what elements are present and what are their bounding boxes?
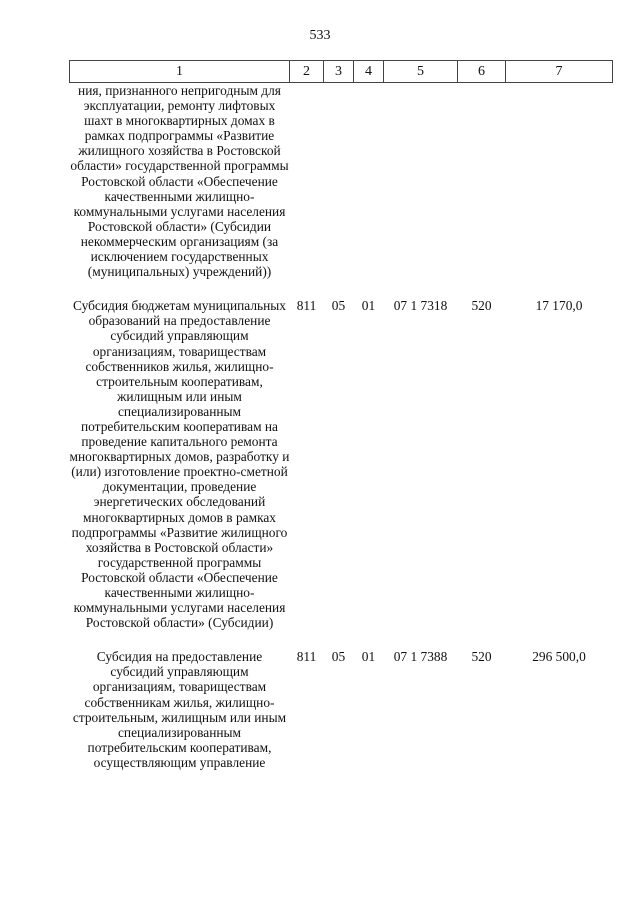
column-header-3: 3 [324,61,354,83]
row-subsection: 01 [361,649,376,665]
column-header-5: 5 [384,61,458,83]
column-header-6: 6 [458,61,506,83]
page-number: 533 [309,28,331,43]
budget-table [69,60,613,770]
column-header-4: 4 [354,61,384,83]
row-amount [506,83,613,280]
row-section: 05 [331,298,346,314]
row-target-code [384,83,458,280]
row-target-code: 07 1 7388 [393,649,448,665]
row-expense-type: 520 [471,298,492,314]
row-section: 05 [331,649,346,665]
column-header-7: 7 [506,61,613,83]
row-amount: 17 170,0 [535,298,583,314]
row-description: Субсидия бюджетам муниципальных образований на предоставление субсидий управляющим организациям, товариществам собственников жилья, жилищно-строительным кооперативам, жилищным или иным специализированным потребительским кооперативам на проведение капитального ремонта многоквартирных домов, разработку и (или) изготовление проектно-сметной документации, проведение энергетических обследований многоквартирных домов в рамках подпрограммы «Развитие жилищного хозяйства в Ростовской области» государственной программы Ростовской области «Обеспечение качественными жилищно-коммунальными услугами населения Ростовской области» (Субсидии) [69,298,290,631]
table-row [70,83,613,280]
row-target-code: 07 1 7318 [393,298,448,314]
column-header-1: 1 [70,61,290,83]
row-expense-type: 520 [471,649,492,665]
row-subsection: 01 [361,298,376,314]
row-subsection [354,83,384,280]
row-expense-type [458,83,506,280]
row-admin-code: 811 [296,298,317,314]
row-section [324,83,354,280]
row-admin-code: 811 [296,649,317,665]
row-description: Субсидия на предоставление субсидий управляющим организациям, товариществам собственникам жилья, жилищно-строительным, жилищным или иным специализированным потребительским кооперативам, осуществляющим управление [72,649,287,770]
row-amount: 296 500,0 [532,649,586,665]
row-description: ния, признанного непригодным для эксплуатации, ремонту лифтовых шахт в многоквартирных домах в рамках подпрограммы «Развитие жилищного хозяйства в Ростовской области» государственной программы Ростовской области «Обеспечение качественными жилищно-коммунальными услугами населения Ростовской области» (Субсидии некоммерческим организациям (за исключением государственных (муниципальных) учреждений)) [70,83,289,280]
table-row [70,279,613,630]
column-header-2: 2 [290,61,324,83]
table-row [70,630,613,770]
row-admin-code [290,83,324,280]
table-header-row [70,61,613,83]
